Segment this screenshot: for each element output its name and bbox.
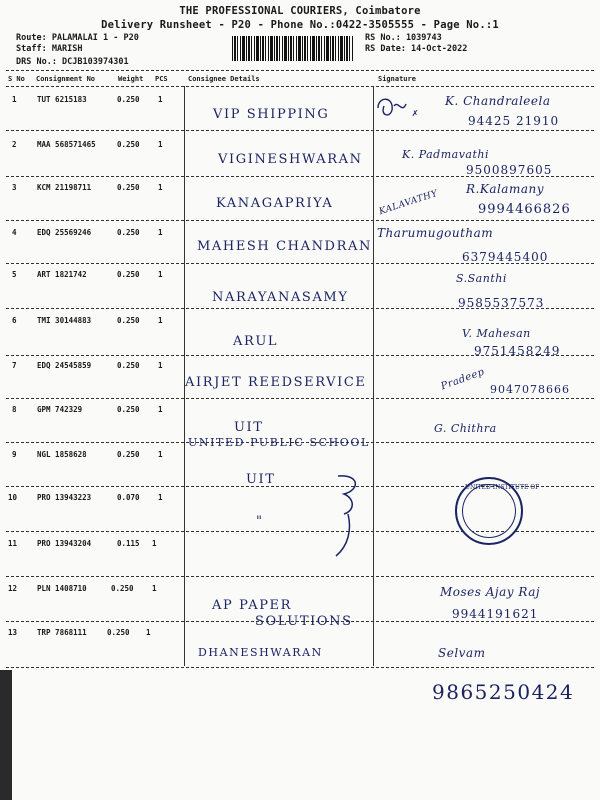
- handwritten-consignee: DHANESHWARAN: [198, 646, 323, 659]
- handwritten-signature: Moses Ajay Raj: [440, 585, 541, 599]
- handwritten-consignee: UIT: [246, 472, 276, 487]
- handwritten-signature: Pradeep: [439, 366, 487, 393]
- handwritten-consignee: MAHESH CHANDRAN: [197, 239, 372, 254]
- handwritten-phone-large: 9865250424: [432, 680, 575, 704]
- row-sno: 1: [12, 95, 17, 104]
- row-consignment-no: PRO 13943223: [37, 493, 92, 502]
- row-pcs: 1: [146, 628, 151, 637]
- handwritten-phone: 9751458249: [474, 344, 561, 358]
- handwritten-consignee: AP PAPER: [212, 598, 293, 613]
- row-consignment-no: ART 1821742: [37, 270, 87, 279]
- row-sno: 4: [12, 228, 17, 237]
- row-sno: 3: [12, 183, 17, 192]
- handwritten-phone: 94425 21910: [468, 114, 560, 128]
- row-consignment-no: TUT 6215183: [37, 95, 87, 104]
- rs-number: RS No.: 1039743: [365, 33, 442, 43]
- row-weight: 0.250: [111, 584, 134, 593]
- row-weight: 0.250: [117, 361, 140, 370]
- col-header-signature: Signature: [378, 75, 416, 83]
- handwritten-consignee: VIP SHIPPING: [213, 107, 330, 122]
- row-consignment-no: EDQ 24545859: [37, 361, 92, 370]
- row-sno: 7: [12, 361, 17, 370]
- row-consignment-no: MAA 568571465: [37, 140, 96, 149]
- col-header-consignee: Consignee Details: [188, 75, 260, 83]
- rs-date: RS Date: 14-Oct-2022: [365, 44, 468, 54]
- handwritten-ditto: ": [256, 514, 264, 529]
- column-header-rule: [6, 86, 594, 87]
- row-consignment-no: PRO 13943204: [37, 539, 92, 548]
- handwritten-signature: G. Chithra: [434, 422, 497, 435]
- handwritten-consignee: UNITED PUBLIC SCHOOL: [188, 436, 370, 449]
- row-pcs: 1: [158, 316, 163, 325]
- handwritten-phone: 9585537573: [458, 296, 545, 310]
- handwritten-consignee: UIT: [234, 420, 264, 435]
- row-separator: [6, 576, 594, 577]
- row-weight: 0.250: [117, 228, 140, 237]
- handwritten-signature: S.Santhi: [456, 272, 507, 285]
- row-weight: 0.250: [117, 450, 140, 459]
- handwritten-phone: 9944191621: [452, 607, 539, 621]
- row-sno: 5: [12, 270, 17, 279]
- handwritten-consignee: SOLUTIONS: [255, 614, 353, 629]
- row-pcs: 1: [152, 584, 157, 593]
- institution-seal: [455, 477, 540, 545]
- handwritten-consignee: AIRJET REEDSERVICE: [185, 375, 367, 390]
- row-weight: 0.250: [117, 140, 140, 149]
- staff-label: Staff: MARISH: [16, 44, 83, 54]
- handwritten-phone: 6379445400: [462, 250, 549, 264]
- row-sno: 12: [8, 584, 18, 593]
- handwritten-consignee: VIGINESHWARAN: [218, 152, 363, 167]
- row-consignment-no: EDQ 25569246: [37, 228, 92, 237]
- row-sno: 10: [8, 493, 18, 502]
- handwritten-signature: K. Padmavathi: [402, 148, 490, 161]
- row-pcs: 1: [158, 183, 163, 192]
- row-pcs: 1: [158, 450, 163, 459]
- col-header-consignment: Consignment No: [36, 75, 96, 83]
- row-separator: [6, 220, 594, 221]
- handwritten-signature: V. Mahesan: [462, 327, 531, 340]
- row-pcs: 1: [158, 270, 163, 279]
- handwritten-consignee: NARAYANASAMY: [212, 290, 349, 305]
- header-rule: [6, 70, 594, 71]
- row-pcs: 1: [158, 493, 163, 502]
- row-consignment-no: TMI 30144883: [37, 316, 92, 325]
- handwritten-signature: KALAVATHY: [377, 188, 440, 218]
- signature-scribble: [374, 92, 410, 122]
- signature-column-divider: [373, 86, 374, 666]
- col-header-pcs: PCS: [155, 75, 168, 83]
- handwritten-consignee: KANAGAPRIYA: [216, 196, 334, 211]
- barcode-image: [232, 36, 354, 61]
- handwritten-signature: Selvam: [438, 646, 486, 660]
- row-consignment-no: PLN 1408710: [37, 584, 87, 593]
- row-weight: 0.250: [117, 183, 140, 192]
- row-sno: 11: [8, 539, 18, 548]
- row-pcs: 1: [158, 228, 163, 237]
- row-weight: 0.250: [117, 316, 140, 325]
- col-header-weight: Weight: [118, 75, 144, 83]
- row-consignment-no: GPM 742329: [37, 405, 83, 414]
- handwritten-phone: 9994466826: [478, 202, 571, 217]
- handwritten-signature: K. Chandraleela: [445, 94, 551, 108]
- handwritten-consignee: ARUL: [233, 334, 279, 349]
- row-pcs: 1: [158, 361, 163, 370]
- row-sno: 6: [12, 316, 17, 325]
- row-consignment-no: TRP 7868111: [37, 628, 87, 637]
- row-pcs: 1: [158, 405, 163, 414]
- row-weight: 0.070: [117, 493, 140, 502]
- row-consignment-no: NGL 1858628: [37, 450, 87, 459]
- handwritten-phone: 9047078666: [490, 383, 570, 396]
- row-pcs: 1: [152, 539, 157, 548]
- row-sno: 13: [8, 628, 18, 637]
- route-label: Route: PALAMALAI 1 - P20: [16, 33, 139, 43]
- row-pcs: 1: [158, 95, 163, 104]
- row-consignment-no: KCM 21198711: [37, 183, 92, 192]
- row-weight: 0.115: [117, 539, 140, 548]
- handwritten-phone: 9500897605: [466, 163, 553, 177]
- brace-mark: [330, 470, 370, 560]
- runsheet-subtitle: Delivery Runsheet - P20 - Phone No.:0422-3505555 - Page No.:1: [101, 19, 499, 31]
- row-weight: 0.250: [117, 405, 140, 414]
- row-sno: 9: [12, 450, 17, 459]
- handwritten-signature: Tharumugoutham: [377, 226, 494, 240]
- row-separator: [6, 398, 594, 399]
- handwritten-signature: R.Kalamany: [466, 182, 545, 196]
- row-separator: [6, 130, 594, 131]
- row-separator: [6, 667, 594, 668]
- drs-label: DRS No.: DCJB103974301: [16, 57, 129, 67]
- tick-mark: ✗: [412, 108, 419, 119]
- row-sno: 2: [12, 140, 17, 149]
- row-pcs: 1: [158, 140, 163, 149]
- row-weight: 0.250: [117, 270, 140, 279]
- row-sno: 8: [12, 405, 17, 414]
- scan-edge-shadow: [0, 670, 12, 800]
- seal-text: UNITED INSTITUTE OF: [465, 484, 540, 491]
- row-weight: 0.250: [107, 628, 130, 637]
- company-title: THE PROFESSIONAL COURIERS, Coimbatore: [179, 5, 421, 17]
- row-weight: 0.250: [117, 95, 140, 104]
- col-header-sno: S No: [8, 75, 25, 83]
